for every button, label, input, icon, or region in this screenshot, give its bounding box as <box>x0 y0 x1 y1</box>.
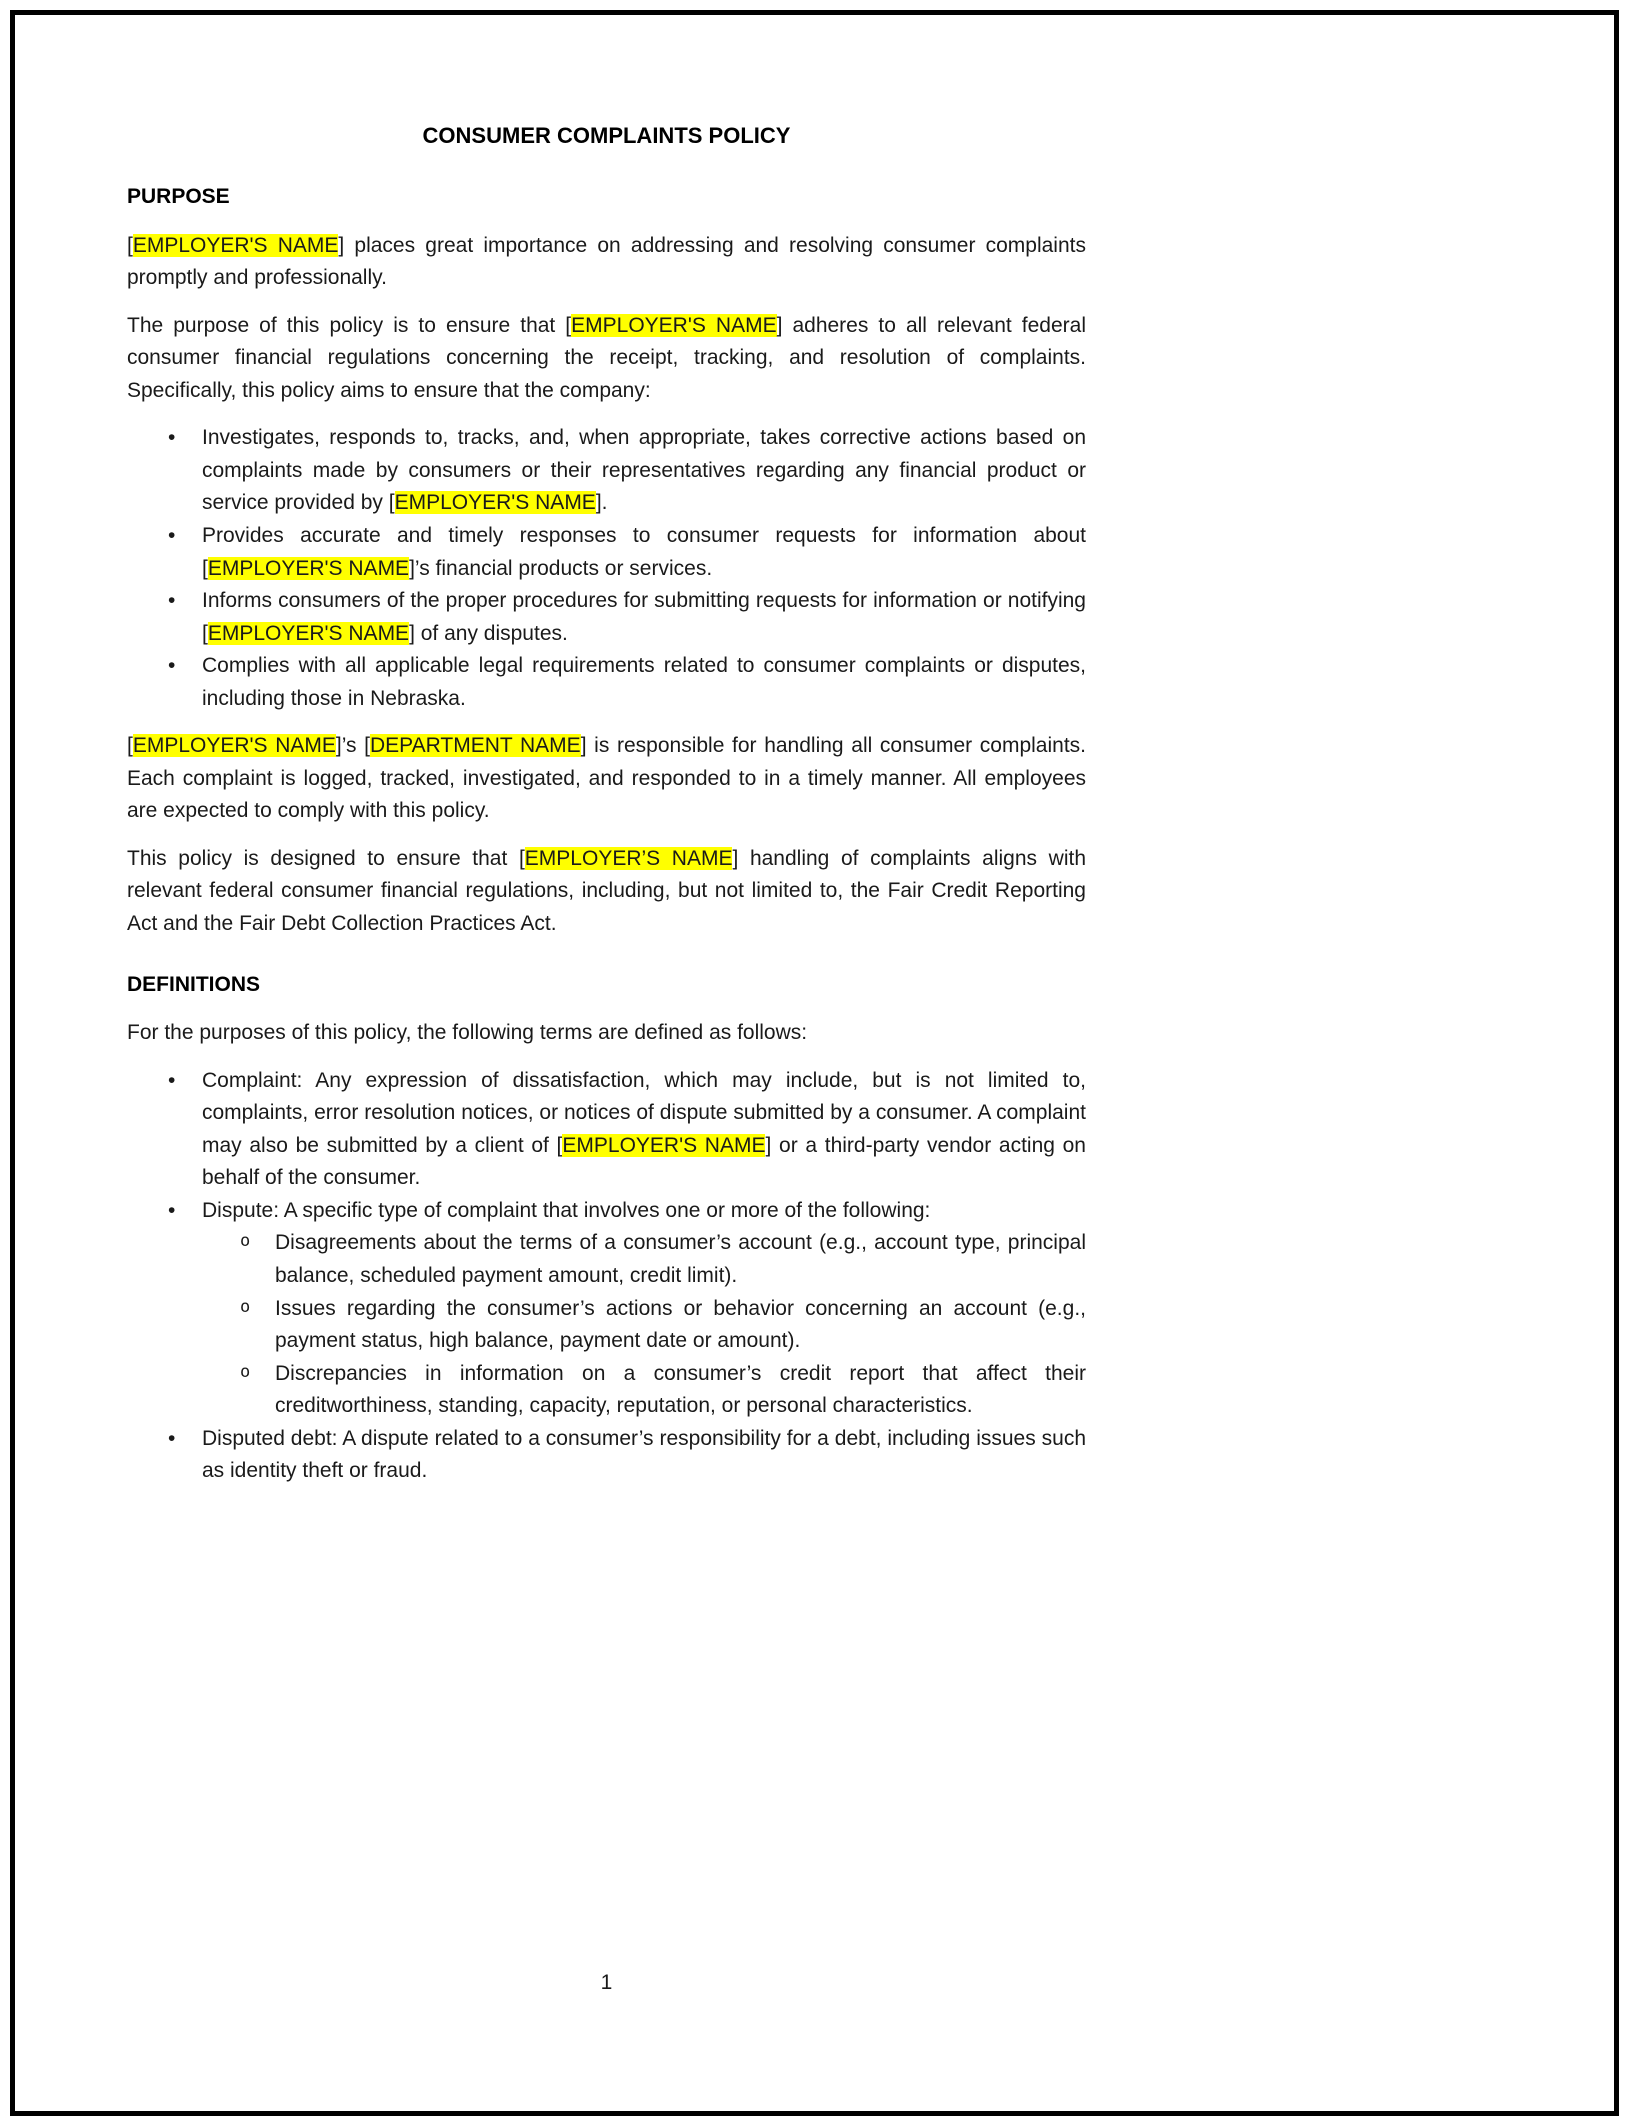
placeholder-highlight: EMPLOYER'S NAME <box>394 491 596 515</box>
sub-list-item: o Discrepancies in information on a consumer’s credit report that affect their creditworthiness, standing, capacity, reputation, or personal characteristics. <box>202 1358 1086 1423</box>
text-column <box>127 15 1086 1488</box>
list-item: • Informs consumers of the proper procedures for submitting requests for information or notifying [EMPLOYER'S NAME] of any disputes. <box>127 585 1086 650</box>
purpose-paragraph-1: [EMPLOYER'S NAME] places great importance on addressing and resolving consumer complaints promptly and professionally. <box>127 233 1086 290</box>
list-item-complaint: • Complaint: Any expression of dissatisfaction, which may include, but is not limited to, complaints, error resolution notices, or notices of dispute submitted by a consumer. A complaint may also be submitted by a client of [EMPLOYER'S NAME] or a third-party vendor acting on behalf of the consumer. <box>127 1065 1086 1195</box>
definitions-bullet-list <box>127 1065 1086 1488</box>
page-number: 1 <box>600 1971 613 1994</box>
placeholder-highlight: EMPLOYER'S NAME <box>207 556 410 580</box>
list-item: • Complies with all applicable legal requirements related to consumer complaints or disputes, including those in Nebraska. <box>127 650 1086 715</box>
document-title: CONSUMER COMPLAINTS POLICY <box>422 123 791 148</box>
placeholder-highlight: EMPLOYER'S NAME <box>562 1133 766 1157</box>
placeholder-highlight: EMPLOYER'S NAME <box>207 621 410 645</box>
purpose-paragraph-4: This policy is designed to ensure that [EMPLOYER’S NAME] handling of complaints aligns with relevant federal consumer financial regulations, including, but not limited to, the Fair Credit Reporting Act and the Fair Debt Collection Practices Act. <box>127 846 1086 936</box>
sub-list-item: o Issues regarding the consumer’s actions or behavior concerning an account (e.g., payment status, high balance, payment date or amount). <box>202 1293 1086 1358</box>
list-item-text: Dispute: A specific type of complaint that involves one or more of the following: <box>202 1198 931 1222</box>
placeholder-highlight: DEPARTMENT NAME <box>370 734 581 758</box>
list-item: • Investigates, responds to, tracks, and, when appropriate, takes corrective actions based on complaints made by consumers or their representatives regarding any financial product or service provided by [EMPLOYER'S NAME]. <box>127 422 1086 520</box>
document-page <box>10 10 1619 2116</box>
definitions-intro: For the purposes of this policy, the following terms are defined as follows: <box>127 1021 808 1045</box>
definitions-heading: DEFINITIONS <box>127 972 261 996</box>
placeholder-highlight: EMPLOYER'S NAME <box>132 233 339 257</box>
purpose-paragraph-3: [EMPLOYER'S NAME]’s [DEPARTMENT NAME] is responsible for handling all consumer complaints. Each complaint is logged, tracked, investigated, and responded to in a timely manner. All employees are expected to comply with this policy. <box>127 734 1086 823</box>
purpose-paragraph-2: The purpose of this policy is to ensure that [EMPLOYER'S NAME] adheres to all relevant federal consumer financial regulations concerning the receipt, tracking, and resolution of complaints. Specifically, this policy aims to ensure that the company: <box>127 313 1086 402</box>
purpose-bullet-list <box>127 422 1086 715</box>
sub-list-item: o Disagreements about the terms of a consumer’s account (e.g., account type, principal balance, scheduled payment amount, credit limit). <box>202 1227 1086 1292</box>
placeholder-highlight: EMPLOYER’S NAME <box>524 846 733 870</box>
dispute-sub-list <box>202 1227 1086 1422</box>
placeholder-highlight: EMPLOYER'S NAME <box>132 734 336 758</box>
list-item-disputed-debt: • Disputed debt: A dispute related to a consumer’s responsibility for a debt, including issues such as identity theft or fraud. <box>127 1423 1086 1488</box>
list-item-dispute <box>127 1195 1086 1423</box>
purpose-heading: PURPOSE <box>127 185 230 209</box>
list-item: • Provides accurate and timely responses to consumer requests for information about [EMPLOYER'S NAME]’s financial products or services. <box>127 520 1086 585</box>
placeholder-highlight: EMPLOYER'S NAME <box>571 313 777 337</box>
